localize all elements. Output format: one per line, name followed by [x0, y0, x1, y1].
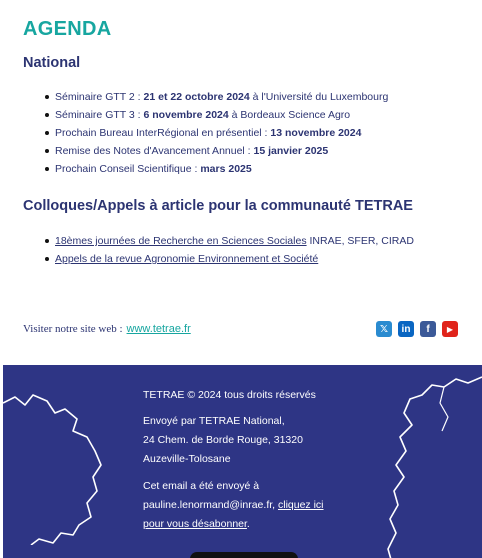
recipient-email: pauline.lenormand@inrae.fr,	[143, 499, 278, 511]
list-item	[45, 250, 414, 268]
visit-label: Visiter notre site web :	[23, 323, 123, 335]
list-item: Prochain Conseil Scientifique : mars 2025	[45, 160, 388, 178]
list-item: Séminaire GTT 2 : 21 et 22 octobre 2024 à l'Université du Luxembourg	[45, 88, 388, 106]
visit-website	[23, 323, 191, 335]
facebook-icon[interactable]: f	[420, 321, 436, 337]
list-item: Prochain Bureau InterRégional en présentiel : 13 novembre 2024	[45, 124, 388, 142]
bottom-overlay-pill	[190, 552, 298, 558]
footer-sent-by: Envoyé par TETRAE National,	[143, 415, 285, 427]
social-links	[376, 321, 458, 337]
footer-copyright: TETRAE © 2024 tous droits réservés	[143, 389, 316, 401]
footer	[3, 365, 482, 558]
national-list	[45, 88, 388, 178]
footer-sent-to: Cet email a été envoyé à	[143, 480, 260, 492]
footer-unsubscribe-line: pour vous désabonner.	[143, 518, 250, 530]
map-outline-left-icon	[3, 385, 113, 545]
footer-address-line2: Auzeville-Tolosane	[143, 453, 231, 465]
agenda-title: AGENDA	[23, 18, 112, 40]
list-item: Séminaire GTT 3 : 6 novembre 2024 à Bordeaux Science Agro	[45, 106, 388, 124]
list-item: Remise des Notes d'Avancement Annuel : 15 janvier 2025	[45, 142, 388, 160]
website-link[interactable]: www.tetrae.fr	[126, 323, 191, 335]
youtube-icon[interactable]: ▶	[442, 321, 458, 337]
unsubscribe-link-part1[interactable]: cliquez ici	[278, 499, 324, 511]
colloques-heading: Colloques/Appels à article pour la communauté TETRAE	[23, 198, 413, 214]
footer-address-line1: 24 Chem. de Borde Rouge, 31320	[143, 434, 303, 446]
colloques-list	[45, 232, 414, 268]
map-outline-right-icon	[382, 373, 482, 558]
unsubscribe-link-part2[interactable]: pour vous désabonner	[143, 518, 247, 530]
linkedin-icon[interactable]: in	[398, 321, 414, 337]
national-heading: National	[23, 55, 81, 71]
x-twitter-icon[interactable]: 𝕏	[376, 321, 392, 337]
journees-recherche-link[interactable]: 18èmes journées de Recherche en Sciences Sociales	[55, 235, 307, 247]
footer-email-line	[143, 496, 324, 515]
revue-agronomie-link[interactable]: Appels de la revue Agronomie Environnement et Société	[55, 253, 319, 265]
list-item: 18èmes journées de Recherche en Sciences Sociales INRAE, SFER, CIRAD	[45, 232, 414, 250]
